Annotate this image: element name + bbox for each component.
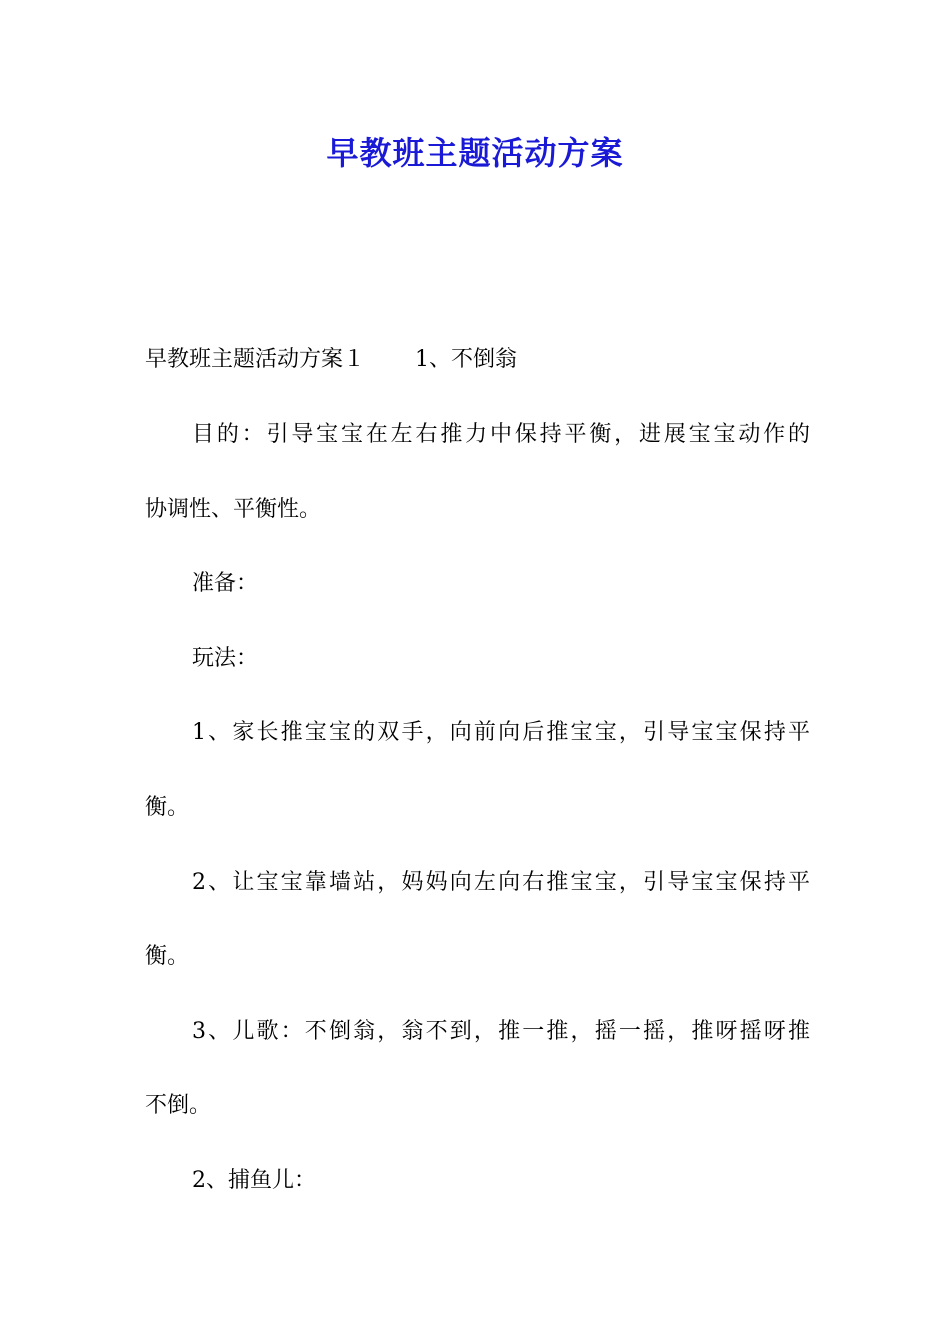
step-3-line-1: 3、儿歌：不倒翁，翁不到，推一推，摇一摇，推呀摇呀推 — [192, 1019, 810, 1044]
step-2-line-2: 衡。 — [145, 944, 190, 969]
play-label: 玩法： — [192, 646, 259, 671]
purpose-line-2: 协调性、平衡性。 — [145, 497, 322, 522]
purpose-line-1: 目的：引导宝宝在左右推力中保持平衡，进展宝宝动作的 — [192, 422, 810, 447]
section-heading-row — [145, 345, 810, 375]
step-1-line-1: 1、家长推宝宝的双手，向前向后推宝宝，引导宝宝保持平 — [192, 720, 810, 745]
step-1-line-2: 衡。 — [145, 795, 190, 820]
document-title: 早教班主题活动方案 — [326, 134, 624, 172]
prep-label: 准备： — [192, 571, 259, 596]
section-heading: 早教班主题活动方案１ — [145, 347, 366, 372]
step-3-line-2: 不倒。 — [145, 1093, 212, 1118]
next-section-heading: 2、捕鱼儿： — [192, 1168, 316, 1193]
section-subheading: 1、不倒翁 — [415, 347, 518, 372]
step-2-line-1: 2、让宝宝靠墙站，妈妈向左向右推宝宝，引导宝宝保持平 — [192, 870, 810, 895]
